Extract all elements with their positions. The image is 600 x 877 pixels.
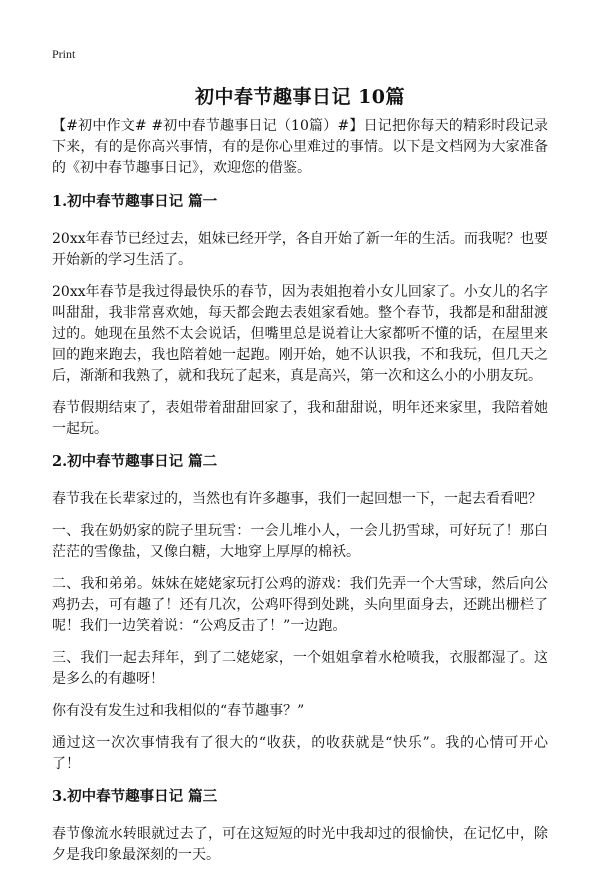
paragraph: 春节我在长辈家过的，当然也有许多趣事，我们一起回想一下，一起去看看吧？	[52, 491, 542, 507]
page-title: 初中春节趣事日记 10篇	[194, 86, 406, 108]
paragraph: 你有没有发生过和我相似的“春节趣事？”	[52, 703, 305, 719]
article-body	[52, 116, 548, 877]
print-link[interactable]: Print	[52, 47, 76, 61]
section-heading-2: 2.初中春节趣事日记 篇二	[52, 453, 218, 470]
paragraph: 20xx年春节已经过去，姐妹已经开学，各自开始了新一年的生活。而我呢？也要开始新的学习生活了。	[52, 231, 548, 268]
paragraph: 春节像流水转眼就过去了，可在这短短的时光中我却过的很愉快，在记忆中，除夕是我印象最深刻的一天。	[52, 826, 548, 863]
paragraph: 三、我们一起去拜年，到了二姥姥家，一个姐姐拿着水枪喷我，衣服都湿了。这是多么的有趣呀！	[52, 650, 548, 687]
paragraph: 一、我在奶奶家的院子里玩雪：一会儿堆小人，一会儿扔雪球，可好玩了！那白茫茫的雪像盐，又像白糖，大地穿上厚厚的棉袄。	[52, 523, 548, 560]
paragraph: 二、我和弟弟。妹妹在姥姥家玩打公鸡的游戏：我们先弄一个大雪球，然后向公鸡扔去，可有趣了！还有几次，公鸡吓得到处跳，头向里面身去，还跳出栅栏了呢！我们一边笑着说：“公鸡反击了！”一边跑。	[52, 576, 548, 634]
intro-paragraph: 【#初中作文# #初中春节趣事日记（10篇）#】日记把你每天的精彩时段记录下来，有的是你高兴事情，有的是你心里难过的事情。以下是文档网为大家准备的《初中春节趣事日记》，欢迎您的借鉴。	[52, 118, 548, 176]
paragraph: 20xx年春节是我过得最快乐的春节，因为表姐抱着小女儿回家了。小女儿的名字叫甜甜，我非常喜欢她，每天都会跑去表姐家看她。整个春节，我都是和甜甜渡过的。她现在虽然不太会说话，但嘴里总是说着让大家都听不懂的话，在屋里来回的跑来跑去，我也陪着她一起跑。刚开始，她不认识我，不和我玩，但几天之后，渐渐和我熟了，就和我玩了起来，真是高兴，第一次和这么小的小朋友玩。	[52, 284, 548, 384]
section-heading-1: 1.初中春节趣事日记 篇一	[52, 193, 218, 210]
paragraph: 通过这一次次事情我有了很大的“收获，的收获就是“快乐”。我的心情可开心了！	[52, 735, 548, 772]
section-heading-3: 3.初中春节趣事日记 篇三	[52, 788, 218, 805]
paragraph: 春节假期结束了，表姐带着甜甜回家了，我和甜甜说，明年还来家里，我陪着她一起玩。	[52, 400, 548, 437]
